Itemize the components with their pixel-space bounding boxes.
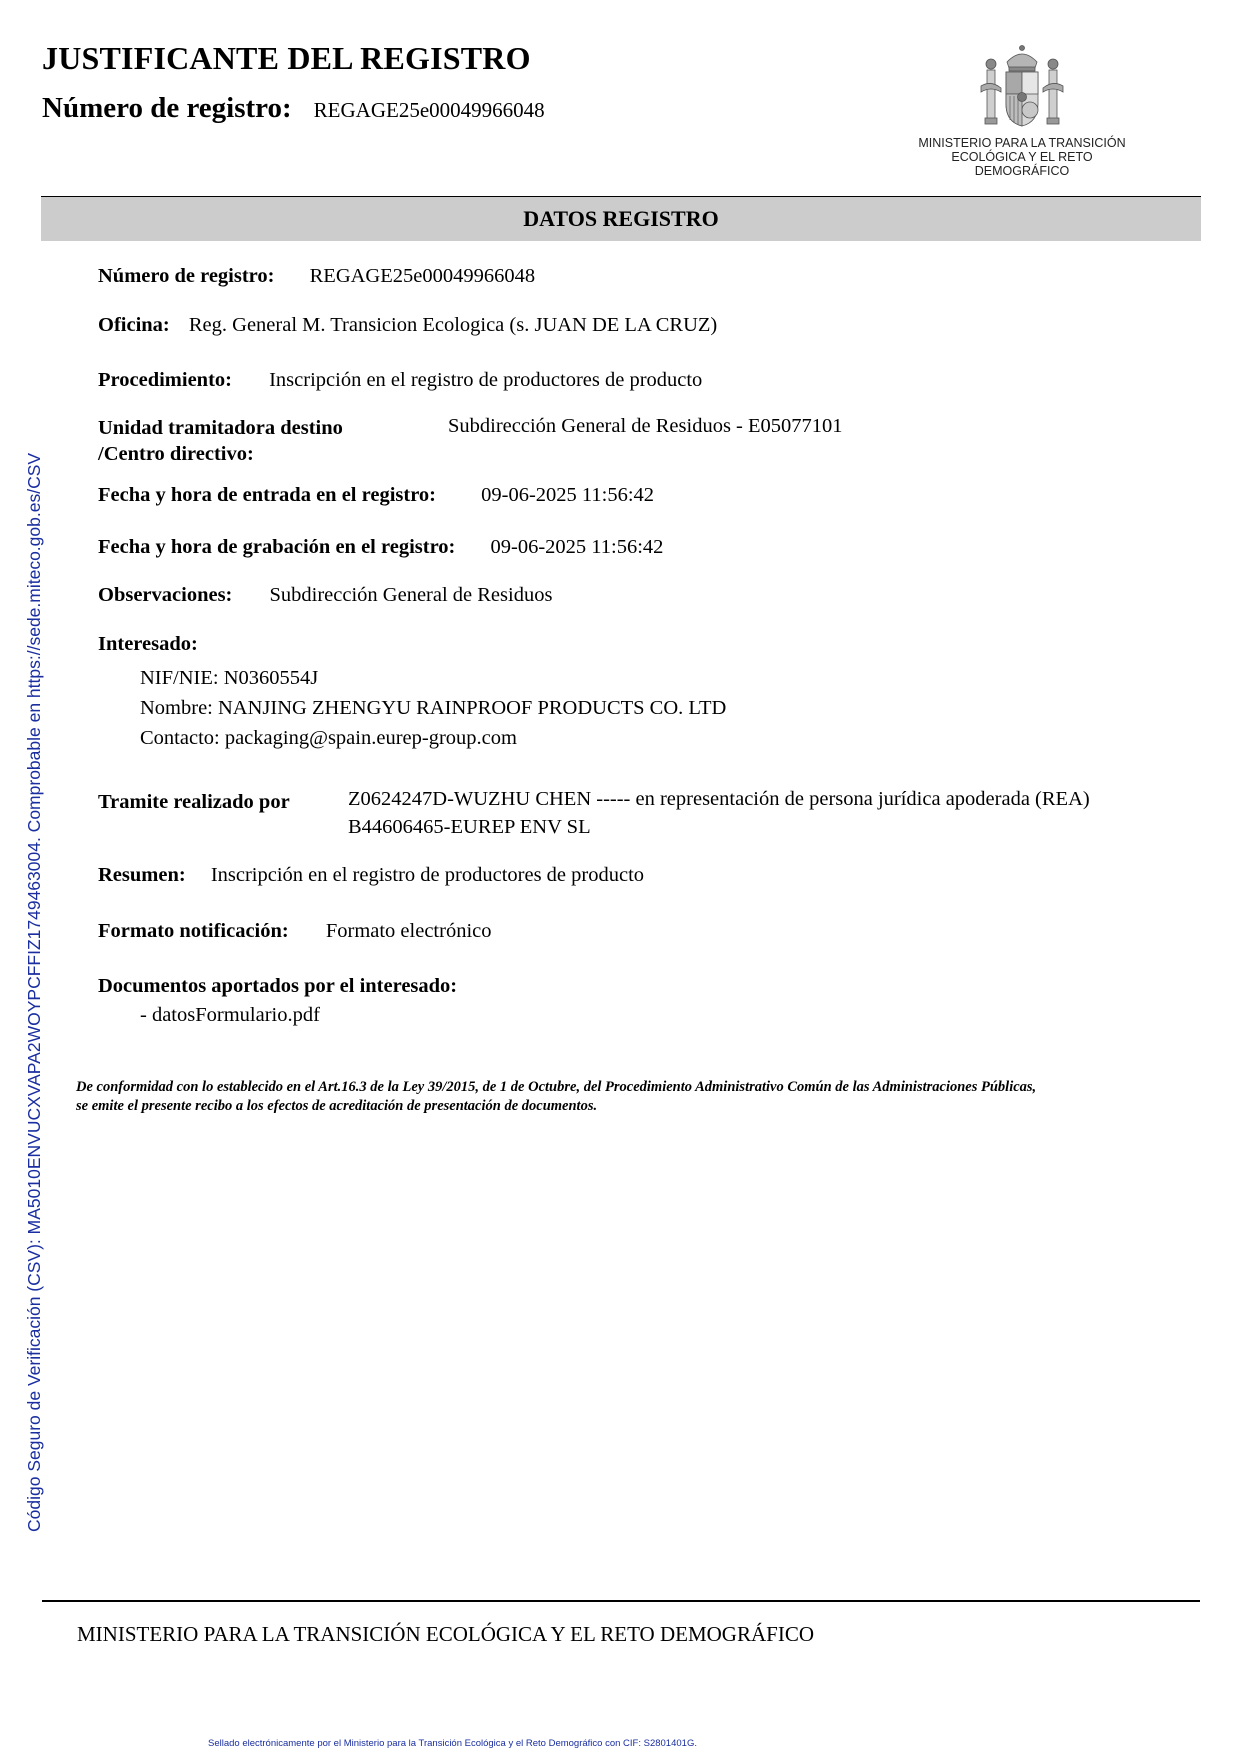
documento-item: - datosFormulario.pdf: [140, 1004, 320, 1026]
field-interesado-label: Interesado:: [98, 633, 198, 655]
interesado-nombre: Nombre: NANJING ZHENGYU RAINPROOF PRODUCTS CO. LTD: [140, 697, 727, 719]
csv-verification-text: Código Seguro de Verificación (CSV): MA5010ENVUCXVAPA2WOYPCFFIZ1749463004. Comprobable en https://sede.miteco.gob.es/CSV: [24, 452, 44, 1532]
field-oficina: Oficina: Reg. General M. Transicion Ecologica (s. JUAN DE LA CRUZ): [98, 314, 718, 336]
field-unidad-tramitadora: Unidad tramitadora destino /Centro directivo:: [98, 417, 343, 465]
logo-org-name: MINISTERIO PARA LA TRANSICIÓN ECOLÓGICA Y EL RETO DEMOGRÁFICO: [918, 136, 1126, 178]
footer-ministry-name: MINISTERIO PARA LA TRANSICIÓN ECOLÓGICA Y EL RETO DEMOGRÁFICO: [77, 1622, 814, 1646]
interesado-contacto: Contacto: packaging@spain.eurep-group.com: [140, 727, 517, 749]
field-tramite-label: Tramite realizado por: [98, 791, 290, 813]
field-tramite-value: Z0624247D-WUZHU CHEN ----- en representación de persona jurídica apoderada (REA) B44606465-EUREP ENV SL: [348, 788, 1090, 838]
interesado-nif: NIF/NIE: N0360554J: [140, 667, 319, 689]
header-registration-number: [42, 92, 545, 125]
field-observaciones: Observaciones: Subdirección General de Residuos: [98, 584, 553, 606]
document-title: JUSTIFICANTE DEL REGISTRO: [42, 40, 531, 76]
field-documentos-label: Documentos aportados por el interesado:: [98, 975, 458, 997]
section-header-datos-registro: DATOS REGISTRO: [41, 196, 1201, 241]
footer-divider: [42, 1600, 1200, 1602]
legal-notice: De conformidad con lo establecido en el Art.16.3 de la Ley 39/2015, de 1 de Octubre, del Procedimiento Administrativo Común de las Administraciones Públicas, se emite el presente recibo a los efectos de acreditación de presentación de documentos.: [76, 1079, 1037, 1114]
electronic-seal-text: Sellado electrónicamente por el Ministerio para la Transición Ecológica y el Reto Demográfico con CIF: S2801401G.: [208, 1738, 697, 1749]
registration-value: REGAGE25e00049966048: [313, 98, 545, 122]
registration-label: Número de registro:: [42, 92, 292, 124]
field-numero-registro: Número de registro: REGAGE25e00049966048: [98, 265, 536, 287]
field-unidad-value: Subdirección General de Residuos - E05077101: [448, 415, 843, 437]
field-resumen: Resumen: Inscripción en el registro de productores de producto: [98, 864, 645, 886]
field-fecha-entrada: Fecha y hora de entrada en el registro: 09-06-2025 11:56:42: [98, 484, 655, 506]
field-procedimiento: Procedimiento: Inscripción en el registro de productores de producto: [98, 369, 703, 391]
field-fecha-grabacion: Fecha y hora de grabación en el registro: 09-06-2025 11:56:42: [98, 536, 664, 558]
coat-of-arms-of-spain-icon: [979, 42, 1065, 132]
ministry-logo: [902, 42, 1142, 178]
field-formato-notificacion: Formato notificación: Formato electrónico: [98, 920, 492, 942]
